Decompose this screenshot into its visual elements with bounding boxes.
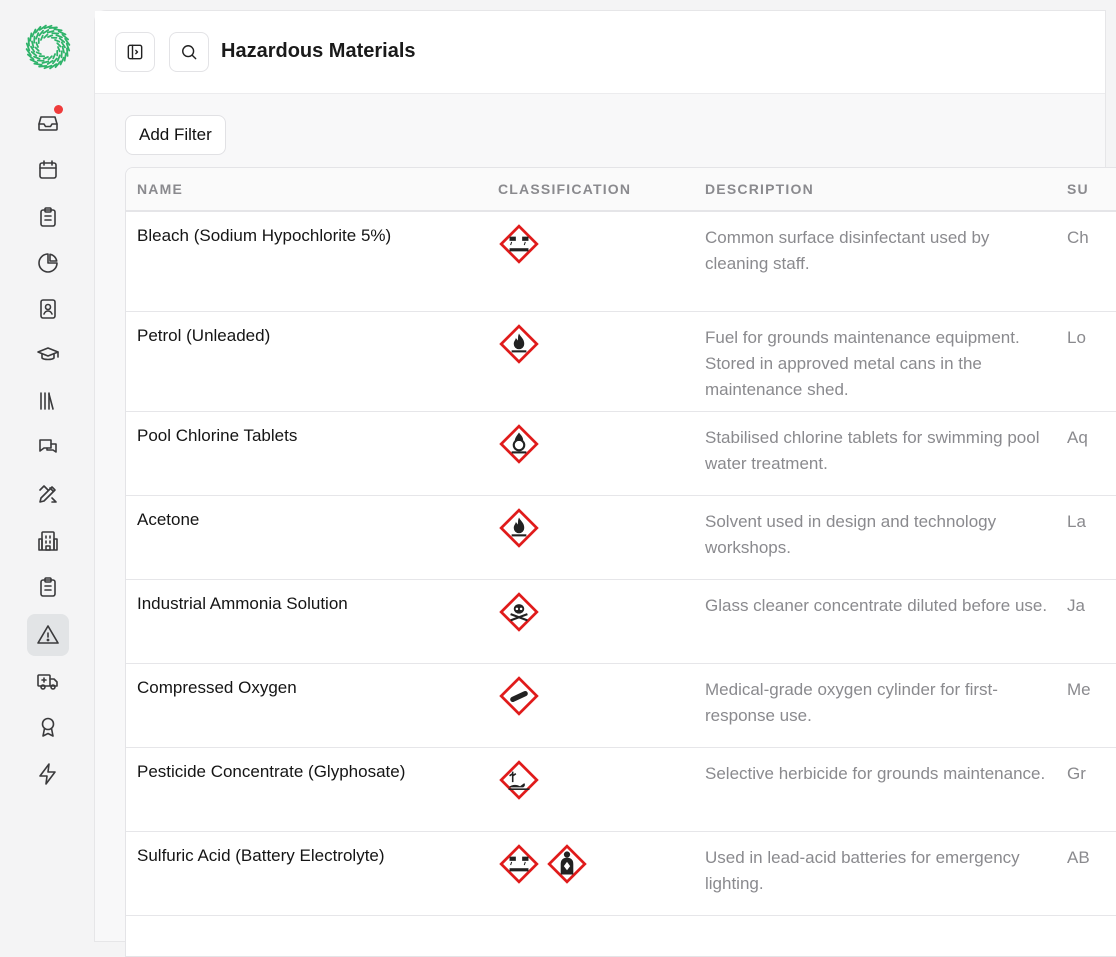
sidebar-item-tasks[interactable] bbox=[27, 196, 69, 238]
sidebar-item-quick-actions[interactable] bbox=[27, 753, 69, 795]
award-ribbon-icon bbox=[36, 715, 60, 739]
cell-classification bbox=[498, 507, 540, 549]
sidebar-item-ambulance[interactable] bbox=[27, 660, 69, 702]
cell-supplier: Ch bbox=[1067, 225, 1089, 251]
table-header bbox=[126, 168, 1116, 212]
sidebar-item-messages[interactable] bbox=[27, 427, 69, 469]
building-icon bbox=[36, 529, 60, 553]
search-icon bbox=[179, 42, 199, 62]
sidebar-item-contacts[interactable] bbox=[27, 288, 69, 330]
cell-description: Solvent used in design and technology workshops. bbox=[705, 509, 1050, 561]
sidebar-item-hazards[interactable] bbox=[27, 614, 69, 656]
table-body bbox=[126, 212, 1116, 956]
toggle-sidebar-button[interactable] bbox=[115, 32, 155, 72]
column-header-description[interactable]: DESCRIPTION bbox=[705, 181, 814, 197]
ghs-flammable-icon bbox=[498, 323, 540, 365]
cell-description: Selective herbicide for grounds maintenance. bbox=[705, 761, 1050, 787]
graduation-cap-icon bbox=[36, 343, 60, 367]
cell-supplier: Me bbox=[1067, 677, 1091, 703]
pie-chart-icon bbox=[36, 251, 60, 275]
ghs-corrosive-icon bbox=[498, 223, 540, 265]
app-logo[interactable] bbox=[26, 25, 70, 69]
column-header-supplier[interactable]: SU bbox=[1067, 181, 1089, 197]
sidebar-item-inbox[interactable] bbox=[27, 102, 69, 144]
cell-name[interactable]: Petrol (Unleaded) bbox=[137, 326, 270, 346]
table-row[interactable] bbox=[126, 580, 1116, 664]
cell-classification bbox=[498, 759, 540, 801]
calendar-icon bbox=[36, 158, 60, 182]
cell-description: Glass cleaner concentrate diluted before use. bbox=[705, 593, 1050, 619]
clipboard-check-icon bbox=[36, 575, 60, 599]
cell-classification bbox=[498, 675, 540, 717]
sidebar-item-library[interactable] bbox=[27, 380, 69, 422]
table-row[interactable] bbox=[126, 312, 1116, 412]
cell-supplier: Ja bbox=[1067, 593, 1085, 619]
notification-badge bbox=[54, 105, 63, 114]
cell-name[interactable]: Sulfuric Acid (Battery Electrolyte) bbox=[137, 846, 385, 866]
cell-classification bbox=[498, 323, 540, 365]
ghs-corrosive-icon bbox=[498, 843, 540, 885]
chat-bubbles-icon bbox=[36, 436, 60, 460]
cell-name[interactable]: Acetone bbox=[137, 510, 199, 530]
cell-classification bbox=[498, 591, 540, 633]
sidebar-toggle-icon bbox=[125, 42, 145, 62]
page-title: Hazardous Materials bbox=[221, 40, 416, 63]
cell-description: Medical-grade oxygen cylinder for first-response use. bbox=[705, 677, 1050, 729]
cell-name[interactable]: Pesticide Concentrate (Glyphosate) bbox=[137, 762, 405, 782]
clipboard-list-icon bbox=[36, 205, 60, 229]
cell-classification bbox=[498, 223, 540, 265]
content-area bbox=[95, 94, 1105, 941]
cell-supplier: La bbox=[1067, 509, 1086, 535]
library-icon bbox=[36, 389, 60, 413]
cell-name[interactable]: Pool Chlorine Tablets bbox=[137, 426, 297, 446]
sidebar-item-training[interactable] bbox=[27, 334, 69, 376]
cell-supplier: AB bbox=[1067, 845, 1090, 871]
sidebar-item-calendar[interactable] bbox=[27, 149, 69, 191]
hazardous-materials-table bbox=[125, 167, 1116, 957]
table-row[interactable] bbox=[126, 832, 1116, 916]
cell-supplier: Aq bbox=[1067, 425, 1088, 451]
cell-description: Common surface disinfectant used by cleaning staff. bbox=[705, 225, 1050, 277]
cell-name[interactable]: Compressed Oxygen bbox=[137, 678, 297, 698]
cell-name[interactable]: Industrial Ammonia Solution bbox=[137, 594, 348, 614]
table-row[interactable] bbox=[126, 212, 1116, 312]
lightning-icon bbox=[36, 762, 60, 786]
ghs-flammable-icon bbox=[498, 507, 540, 549]
cell-description: Used in lead-acid batteries for emergency lighting. bbox=[705, 845, 1050, 897]
contact-book-icon bbox=[36, 297, 60, 321]
ghs-health-hazard-icon bbox=[546, 843, 588, 885]
table-row[interactable] bbox=[126, 748, 1116, 832]
table-row-partial bbox=[126, 916, 1116, 956]
sidebar-item-checklists[interactable] bbox=[27, 566, 69, 608]
add-filter-button[interactable]: Add Filter bbox=[125, 115, 226, 155]
ambulance-icon bbox=[36, 669, 60, 693]
column-header-name[interactable]: NAME bbox=[137, 181, 183, 197]
cell-classification bbox=[498, 423, 540, 465]
sidebar-item-awards[interactable] bbox=[27, 706, 69, 748]
sidebar bbox=[0, 0, 94, 928]
ghs-oxidizer-icon bbox=[498, 423, 540, 465]
sidebar-item-reports[interactable] bbox=[27, 242, 69, 284]
sidebar-item-tools[interactable] bbox=[27, 473, 69, 515]
main-panel bbox=[94, 10, 1106, 942]
cell-name[interactable]: Bleach (Sodium Hypochlorite 5%) bbox=[137, 226, 391, 246]
cell-description: Fuel for grounds maintenance equipment. Stored in approved metal cans in the maintenance shed. bbox=[705, 325, 1050, 403]
cell-description: Stabilised chlorine tablets for swimming pool water treatment. bbox=[705, 425, 1050, 477]
search-button[interactable] bbox=[169, 32, 209, 72]
ghs-gas-cylinder-icon bbox=[498, 675, 540, 717]
pencil-ruler-icon bbox=[36, 482, 60, 506]
table-row[interactable] bbox=[126, 412, 1116, 496]
inbox-icon bbox=[36, 111, 60, 135]
cell-supplier: Lo bbox=[1067, 325, 1086, 351]
cell-classification bbox=[498, 843, 588, 885]
ghs-environment-icon bbox=[498, 759, 540, 801]
table-row[interactable] bbox=[126, 496, 1116, 580]
column-header-classification[interactable]: CLASSIFICATION bbox=[498, 181, 631, 197]
warning-triangle-icon bbox=[36, 623, 60, 647]
table-row[interactable] bbox=[126, 664, 1116, 748]
top-bar bbox=[95, 11, 1105, 94]
cell-supplier: Gr bbox=[1067, 761, 1086, 787]
sidebar-item-buildings[interactable] bbox=[27, 520, 69, 562]
ghs-toxic-icon bbox=[498, 591, 540, 633]
